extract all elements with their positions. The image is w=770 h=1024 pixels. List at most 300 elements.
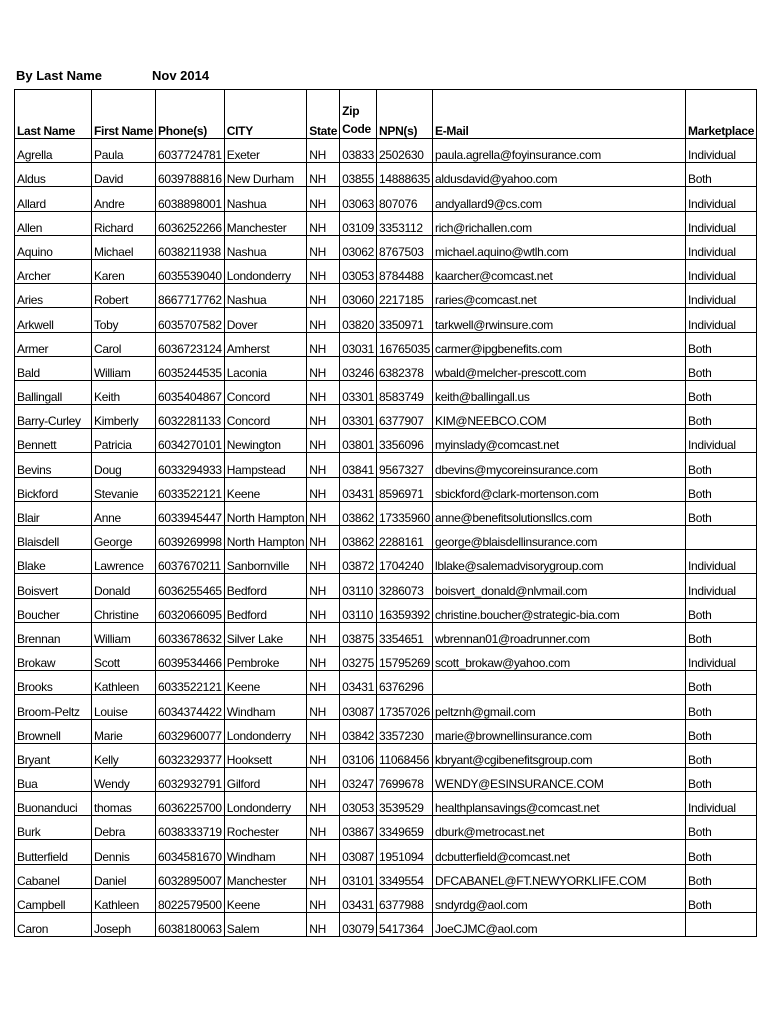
col-zip: [340, 90, 377, 139]
cell-first-name: Christine: [92, 598, 156, 622]
cell-state: NH: [307, 139, 340, 163]
cell-npn: 6377988: [377, 888, 433, 912]
cell-marketplace: Both: [686, 477, 757, 501]
cell-state: NH: [307, 405, 340, 429]
cell-marketplace: Both: [686, 888, 757, 912]
cell-phone: 6032329377: [156, 743, 225, 767]
cell-last-name: Brooks: [15, 671, 92, 695]
sort-label: By Last Name: [16, 68, 102, 83]
cell-marketplace: Both: [686, 356, 757, 380]
cell-last-name: Caron: [15, 913, 92, 937]
cell-zip: 03875: [340, 622, 377, 646]
cell-phone: 6036255465: [156, 574, 225, 598]
cell-first-name: Daniel: [92, 864, 156, 888]
cell-state: NH: [307, 743, 340, 767]
cell-last-name: Butterfield: [15, 840, 92, 864]
cell-last-name: Campbell: [15, 888, 92, 912]
cell-phone: 6035707582: [156, 308, 225, 332]
cell-zip: 03842: [340, 719, 377, 743]
cell-email: myinslady@comcast.net: [433, 429, 686, 453]
cell-npn: 6382378: [377, 356, 433, 380]
cell-phone: 6038333719: [156, 816, 225, 840]
cell-state: NH: [307, 308, 340, 332]
cell-city: North Hampton: [224, 501, 306, 525]
cell-state: NH: [307, 163, 340, 187]
cell-state: NH: [307, 864, 340, 888]
cell-phone: 6034581670: [156, 840, 225, 864]
cell-npn: 3353112: [377, 211, 433, 235]
cell-city: Exeter: [224, 139, 306, 163]
table-row: [15, 453, 757, 477]
cell-state: NH: [307, 187, 340, 211]
cell-first-name: Donald: [92, 574, 156, 598]
cell-city: Keene: [224, 888, 306, 912]
cell-email: george@blaisdellinsurance.com: [433, 526, 686, 550]
cell-email: WENDY@ESINSURANCE.COM: [433, 767, 686, 791]
col-email: E-Mail: [433, 90, 686, 139]
cell-marketplace: [686, 526, 757, 550]
cell-zip: 03872: [340, 550, 377, 574]
cell-last-name: Allard: [15, 187, 92, 211]
cell-city: Londonderry: [224, 719, 306, 743]
cell-zip: 03247: [340, 767, 377, 791]
cell-email: carmer@ipgbenefits.com: [433, 332, 686, 356]
cell-phone: 6032960077: [156, 719, 225, 743]
cell-phone: 6033522121: [156, 671, 225, 695]
col-last-name: Last Name: [15, 90, 92, 139]
cell-last-name: Buonanduci: [15, 792, 92, 816]
cell-email: michael.aquino@wtlh.com: [433, 235, 686, 259]
cell-npn: 11068456: [377, 743, 433, 767]
cell-city: Hampstead: [224, 453, 306, 477]
cell-last-name: Bald: [15, 356, 92, 380]
cell-email: sndyrdg@aol.com: [433, 888, 686, 912]
cell-city: Bedford: [224, 598, 306, 622]
cell-npn: 7699678: [377, 767, 433, 791]
col-state: State: [307, 90, 340, 139]
cell-email: boisvert_donald@nlvmail.com: [433, 574, 686, 598]
cell-email: dburk@metrocast.net: [433, 816, 686, 840]
cell-first-name: Marie: [92, 719, 156, 743]
cell-state: NH: [307, 235, 340, 259]
cell-city: Concord: [224, 405, 306, 429]
table-row: [15, 211, 757, 235]
cell-first-name: Kelly: [92, 743, 156, 767]
table-row: [15, 332, 757, 356]
cell-state: NH: [307, 453, 340, 477]
cell-state: NH: [307, 526, 340, 550]
cell-first-name: Keith: [92, 380, 156, 404]
cell-npn: 3286073: [377, 574, 433, 598]
cell-zip: 03431: [340, 477, 377, 501]
cell-zip: 03855: [340, 163, 377, 187]
cell-phone: 6036252266: [156, 211, 225, 235]
cell-first-name: George: [92, 526, 156, 550]
table-header-row: [15, 90, 757, 139]
cell-marketplace: Both: [686, 767, 757, 791]
cell-last-name: Barry-Curley: [15, 405, 92, 429]
cell-zip: 03867: [340, 816, 377, 840]
cell-last-name: Aries: [15, 284, 92, 308]
cell-last-name: Aldus: [15, 163, 92, 187]
cell-state: NH: [307, 574, 340, 598]
cell-npn: 8784488: [377, 259, 433, 283]
cell-phone: 6033294933: [156, 453, 225, 477]
cell-city: North Hampton: [224, 526, 306, 550]
cell-email: dbevins@mycoreinsurance.com: [433, 453, 686, 477]
cell-email: andyallard9@cs.com: [433, 187, 686, 211]
cell-city: Bedford: [224, 574, 306, 598]
cell-city: Dover: [224, 308, 306, 332]
cell-zip: 03101: [340, 864, 377, 888]
cell-zip: 03087: [340, 840, 377, 864]
cell-phone: 6032066095: [156, 598, 225, 622]
cell-npn: 3356096: [377, 429, 433, 453]
cell-last-name: Bennett: [15, 429, 92, 453]
cell-first-name: Doug: [92, 453, 156, 477]
table-row: [15, 187, 757, 211]
cell-zip: 03110: [340, 598, 377, 622]
table-row: [15, 864, 757, 888]
table-row: [15, 816, 757, 840]
cell-phone: 6033678632: [156, 622, 225, 646]
table-row: [15, 574, 757, 598]
cell-email: kbryant@cgibenefitsgroup.com: [433, 743, 686, 767]
cell-email: marie@brownellinsurance.com: [433, 719, 686, 743]
cell-state: NH: [307, 211, 340, 235]
cell-first-name: Wendy: [92, 767, 156, 791]
cell-phone: 6032895007: [156, 864, 225, 888]
cell-zip: 03801: [340, 429, 377, 453]
cell-npn: 16765035: [377, 332, 433, 356]
cell-npn: 9567327: [377, 453, 433, 477]
cell-state: NH: [307, 719, 340, 743]
cell-city: Keene: [224, 477, 306, 501]
cell-city: Nashua: [224, 284, 306, 308]
table-row: [15, 671, 757, 695]
cell-city: Sanbornville: [224, 550, 306, 574]
cell-email: dcbutterfield@comcast.net: [433, 840, 686, 864]
cell-last-name: Blair: [15, 501, 92, 525]
cell-zip: 03431: [340, 671, 377, 695]
cell-marketplace: Both: [686, 501, 757, 525]
table-row: [15, 598, 757, 622]
cell-email: sbickford@clark-mortenson.com: [433, 477, 686, 501]
cell-phone: 6035244535: [156, 356, 225, 380]
cell-state: NH: [307, 646, 340, 670]
cell-zip: 03833: [340, 139, 377, 163]
cell-marketplace: Both: [686, 163, 757, 187]
cell-state: NH: [307, 888, 340, 912]
cell-npn: 8767503: [377, 235, 433, 259]
cell-zip: 03031: [340, 332, 377, 356]
cell-state: NH: [307, 792, 340, 816]
cell-state: NH: [307, 913, 340, 937]
cell-marketplace: Individual: [686, 139, 757, 163]
table-row: [15, 792, 757, 816]
cell-city: Nashua: [224, 235, 306, 259]
cell-email: healthplansavings@comcast.net: [433, 792, 686, 816]
cell-email: kaarcher@comcast.net: [433, 259, 686, 283]
cell-zip: 03060: [340, 284, 377, 308]
table-row: [15, 405, 757, 429]
cell-zip: 03110: [340, 574, 377, 598]
cell-city: Salem: [224, 913, 306, 937]
cell-last-name: Arkwell: [15, 308, 92, 332]
cell-phone: 6038898001: [156, 187, 225, 211]
cell-marketplace: Both: [686, 840, 757, 864]
cell-email: paula.agrella@foyinsurance.com: [433, 139, 686, 163]
cell-state: NH: [307, 380, 340, 404]
cell-first-name: Karen: [92, 259, 156, 283]
cell-npn: 807076: [377, 187, 433, 211]
cell-phone: 6034270101: [156, 429, 225, 453]
cell-marketplace: Both: [686, 719, 757, 743]
cell-npn: 2502630: [377, 139, 433, 163]
table-row: [15, 139, 757, 163]
cell-city: Keene: [224, 671, 306, 695]
cell-first-name: Andre: [92, 187, 156, 211]
cell-phone: 6037724781: [156, 139, 225, 163]
cell-first-name: David: [92, 163, 156, 187]
cell-npn: 6376296: [377, 671, 433, 695]
cell-zip: 03841: [340, 453, 377, 477]
cell-zip: 03079: [340, 913, 377, 937]
table-row: [15, 308, 757, 332]
cell-city: Pembroke: [224, 646, 306, 670]
cell-npn: 1951094: [377, 840, 433, 864]
cell-city: Silver Lake: [224, 622, 306, 646]
cell-last-name: Brennan: [15, 622, 92, 646]
cell-marketplace: Both: [686, 405, 757, 429]
cell-phone: 6037670211: [156, 550, 225, 574]
table-row: [15, 913, 757, 937]
cell-first-name: Kimberly: [92, 405, 156, 429]
cell-marketplace: Individual: [686, 550, 757, 574]
cell-zip: 03053: [340, 259, 377, 283]
cell-email: wbrennan01@roadrunner.com: [433, 622, 686, 646]
table-row: [15, 888, 757, 912]
cell-marketplace: Individual: [686, 235, 757, 259]
table-row: [15, 719, 757, 743]
cell-first-name: Kathleen: [92, 671, 156, 695]
cell-last-name: Armer: [15, 332, 92, 356]
cell-first-name: Richard: [92, 211, 156, 235]
cell-last-name: Brokaw: [15, 646, 92, 670]
cell-zip: 03820: [340, 308, 377, 332]
col-city: CITY: [224, 90, 306, 139]
cell-phone: 6038180063: [156, 913, 225, 937]
cell-city: Windham: [224, 695, 306, 719]
cell-email: wbald@melcher-prescott.com: [433, 356, 686, 380]
cell-state: NH: [307, 477, 340, 501]
cell-city: Nashua: [224, 187, 306, 211]
cell-npn: 2288161: [377, 526, 433, 550]
cell-npn: 14888635: [377, 163, 433, 187]
cell-zip: 03301: [340, 380, 377, 404]
table-row: [15, 356, 757, 380]
cell-npn: 3350971: [377, 308, 433, 332]
cell-last-name: Bryant: [15, 743, 92, 767]
cell-last-name: Bickford: [15, 477, 92, 501]
cell-last-name: Bevins: [15, 453, 92, 477]
cell-city: Hooksett: [224, 743, 306, 767]
cell-last-name: Boucher: [15, 598, 92, 622]
cell-state: NH: [307, 429, 340, 453]
table-row: [15, 767, 757, 791]
cell-phone: 6033945447: [156, 501, 225, 525]
table-body: [15, 139, 757, 937]
cell-npn: 17357026: [377, 695, 433, 719]
cell-phone: 6035539040: [156, 259, 225, 283]
cell-phone: 8667717762: [156, 284, 225, 308]
cell-npn: 16359392: [377, 598, 433, 622]
cell-city: Amherst: [224, 332, 306, 356]
cell-email: lblake@salemadvisorygroup.com: [433, 550, 686, 574]
cell-first-name: Anne: [92, 501, 156, 525]
cell-state: NH: [307, 695, 340, 719]
table-row: [15, 526, 757, 550]
col-npn: NPN(s): [377, 90, 433, 139]
cell-npn: 3354651: [377, 622, 433, 646]
col-zip-top: Zip: [342, 104, 360, 118]
cell-marketplace: Individual: [686, 284, 757, 308]
cell-npn: 3539529: [377, 792, 433, 816]
cell-zip: 03301: [340, 405, 377, 429]
cell-first-name: Carol: [92, 332, 156, 356]
table-row: [15, 550, 757, 574]
cell-email: rich@richallen.com: [433, 211, 686, 235]
cell-phone: 6034374422: [156, 695, 225, 719]
cell-zip: 03063: [340, 187, 377, 211]
cell-last-name: Agrella: [15, 139, 92, 163]
cell-last-name: Brownell: [15, 719, 92, 743]
cell-zip: 03106: [340, 743, 377, 767]
cell-email: aldusdavid@yahoo.com: [433, 163, 686, 187]
cell-city: Laconia: [224, 356, 306, 380]
cell-phone: 6036225700: [156, 792, 225, 816]
cell-first-name: Kathleen: [92, 888, 156, 912]
cell-state: NH: [307, 259, 340, 283]
cell-last-name: Burk: [15, 816, 92, 840]
cell-zip: 03053: [340, 792, 377, 816]
col-phone: Phone(s): [156, 90, 225, 139]
cell-npn: 3349554: [377, 864, 433, 888]
cell-marketplace: Individual: [686, 429, 757, 453]
cell-state: NH: [307, 816, 340, 840]
cell-zip: 03246: [340, 356, 377, 380]
cell-last-name: Allen: [15, 211, 92, 235]
cell-phone: 6035404867: [156, 380, 225, 404]
cell-npn: 3349659: [377, 816, 433, 840]
cell-first-name: Robert: [92, 284, 156, 308]
cell-email: anne@benefitsolutionsllcs.com: [433, 501, 686, 525]
date-label: Nov 2014: [152, 68, 210, 83]
cell-city: Manchester: [224, 211, 306, 235]
cell-last-name: Ballingall: [15, 380, 92, 404]
table-row: [15, 646, 757, 670]
table-row: [15, 163, 757, 187]
cell-marketplace: Both: [686, 453, 757, 477]
cell-phone: 6039269998: [156, 526, 225, 550]
col-first-name: First Name: [92, 90, 156, 139]
cell-first-name: William: [92, 622, 156, 646]
cell-npn: 5417364: [377, 913, 433, 937]
cell-marketplace: [686, 913, 757, 937]
cell-last-name: Boisvert: [15, 574, 92, 598]
cell-marketplace: Both: [686, 622, 757, 646]
col-marketplace: Marketplace: [686, 90, 757, 139]
cell-zip: 03087: [340, 695, 377, 719]
cell-state: NH: [307, 840, 340, 864]
cell-city: Gilford: [224, 767, 306, 791]
cell-first-name: Michael: [92, 235, 156, 259]
cell-last-name: Broom-Peltz: [15, 695, 92, 719]
table-row: [15, 622, 757, 646]
cell-state: NH: [307, 767, 340, 791]
cell-state: NH: [307, 550, 340, 574]
cell-last-name: Aquino: [15, 235, 92, 259]
table-row: [15, 501, 757, 525]
cell-phone: 6032932791: [156, 767, 225, 791]
table-row: [15, 259, 757, 283]
agent-table: [14, 89, 757, 937]
cell-first-name: thomas: [92, 792, 156, 816]
cell-email: keith@ballingall.us: [433, 380, 686, 404]
cell-phone: 6038211938: [156, 235, 225, 259]
table-row: [15, 743, 757, 767]
cell-npn: 17335960: [377, 501, 433, 525]
cell-state: NH: [307, 671, 340, 695]
cell-marketplace: Individual: [686, 211, 757, 235]
table-row: [15, 380, 757, 404]
cell-marketplace: Individual: [686, 259, 757, 283]
cell-last-name: Blaisdell: [15, 526, 92, 550]
cell-marketplace: Individual: [686, 792, 757, 816]
cell-first-name: William: [92, 356, 156, 380]
cell-last-name: Blake: [15, 550, 92, 574]
cell-phone: 8022579500: [156, 888, 225, 912]
cell-zip: 03862: [340, 526, 377, 550]
cell-state: NH: [307, 501, 340, 525]
cell-marketplace: Both: [686, 380, 757, 404]
cell-first-name: Louise: [92, 695, 156, 719]
cell-email: raries@comcast.net: [433, 284, 686, 308]
table-row: [15, 695, 757, 719]
cell-first-name: Toby: [92, 308, 156, 332]
cell-email: peltznh@gmail.com: [433, 695, 686, 719]
cell-email: tarkwell@rwinsure.com: [433, 308, 686, 332]
col-zip-bottom: Code: [342, 122, 371, 136]
cell-marketplace: Both: [686, 816, 757, 840]
cell-first-name: Joseph: [92, 913, 156, 937]
cell-marketplace: Individual: [686, 187, 757, 211]
table-row: [15, 477, 757, 501]
cell-marketplace: Individual: [686, 646, 757, 670]
cell-last-name: Bua: [15, 767, 92, 791]
table-row: [15, 429, 757, 453]
cell-city: Windham: [224, 840, 306, 864]
cell-state: NH: [307, 332, 340, 356]
cell-email: DFCABANEL@FT.NEWYORKLIFE.COM: [433, 864, 686, 888]
cell-phone: 6039788816: [156, 163, 225, 187]
cell-first-name: Dennis: [92, 840, 156, 864]
cell-marketplace: Both: [686, 598, 757, 622]
table-row: [15, 840, 757, 864]
cell-zip: 03062: [340, 235, 377, 259]
cell-city: Concord: [224, 380, 306, 404]
cell-first-name: Lawrence: [92, 550, 156, 574]
